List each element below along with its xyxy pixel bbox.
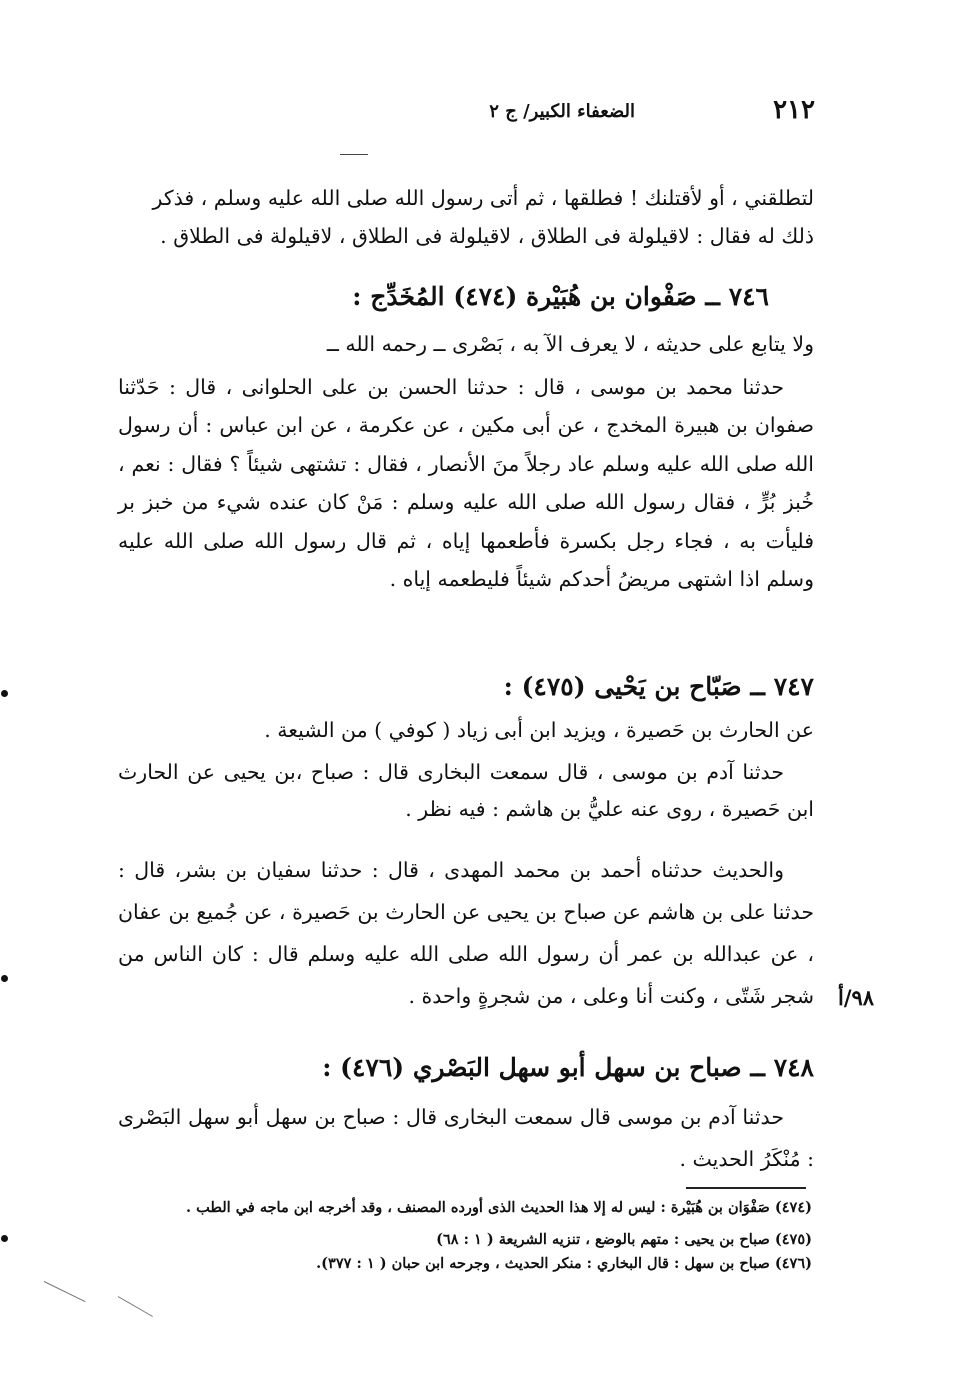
header-divider — [340, 154, 368, 155]
continuation-line: لتطلقني ، أو لأقتلنك ! فطلقها ، ثم أتى رسول الله صلى الله عليه وسلم ، فذكر — [152, 186, 814, 210]
running-title: الضعفاء الكبير/ ج ٢ — [489, 101, 635, 122]
entry-paragraph: حدثنا محمد بن موسى ، قال : حدثنا الحسن بن على الحلوانى ، قال : حَدّثنا صفوان بن هبيرة المخدج ، عن أبى مكين ، عن عكرمة ، عن ابن عباس : أن رسول الله صلى الله عليه وسلم عاد رجلاً منَ الأنصار ، فقال : تشتهى شيئاً ؟ فقال : نعم ، خُبز بُرٍّ ، فقال رسول الله صلى الله عليه وسلم : مَنْ كان عنده شيء من خبز بر فليأت به ، فجاء رجل بكسرة فأطعمها إياه ، ثم قال رسول الله صلى الله عليه وسلم اذا اشتهى مريضُ أحدكم شيئاً فليطعمه إياه . — [118, 374, 814, 591]
scan-mark — [44, 1281, 86, 1302]
margin-folio-note: ٩٨/أ — [838, 985, 875, 1010]
entry-paragraph: عن الحارث بن حَصيرة ، ويزيد ابن أبى زياد ( كوفي ) من الشيعة . — [264, 718, 814, 742]
continuation-line: ذلك له فقال : لاقيلولة فى الطلاق ، لاقيلولة فى الطلاق ، لاقيلولة فى الطلاق . — [160, 223, 814, 248]
binding-dot — [1, 975, 8, 982]
footnotes — [112, 1196, 812, 1276]
footnote-divider — [686, 1187, 806, 1189]
entry-paragraph: ولا يتابع على حديثه ، لا يعرف الآ به ، بَصْرى ــ رحمه الله ــ — [326, 332, 814, 356]
entry-paragraph: والحديث حدثناه أحمد بن محمد المهدى ، قال : حدثنا سفيان بن بشر، قال : حدثنا على بن هاشم عن صباح بن يحيى عن الحارث بن حَصيرة ، عن جُميع بن عفان ، عن عبدالله بن عمر أن رسول الله صلى الله عليه وسلم قال : كان الناس من شجر شَتّى ، وكنت أنا وعلى ، من شجرةٍ واحدة . — [118, 857, 814, 1008]
entry-747-body — [118, 712, 814, 1017]
entry-748-body — [118, 1096, 814, 1180]
page-header — [110, 95, 815, 131]
entry-747-heading: ٧٤٧ ــ صَبّاح بن يَحْيى (٤٧٥) : — [503, 672, 814, 701]
binding-dot — [1, 690, 8, 697]
entry-746-body — [118, 326, 814, 599]
binding-dot — [1, 1235, 8, 1242]
entry-746-heading: ٧٤٦ ــ صَفْوان بن هُبَيْرة (٤٧٤) المُخَدِّج : — [352, 282, 769, 311]
entry-748-heading: ٧٤٨ ــ صباح بن سهل أبو سهل البَصْري (٤٧٦) : — [322, 1053, 814, 1082]
entry-paragraph: حدثنا آدم بن موسى ، قال سمعت البخارى قال : صباح ،بن يحيى عن الحارث ابن حَصيرة ، روى عنه عليُّ بن هاشم : فيه نظر . — [118, 759, 814, 821]
footnote-475: (٤٧٥) صباح بن يحيى : متهم بالوضع ، تنزيه الشريعة ( ١ : ٦٨) — [436, 1231, 812, 1248]
page-number: ٢١٢ — [773, 95, 815, 125]
footnote-474: (٤٧٤) صَفْوَان بن هُبَيْرة : ليس له إلا هذا الحديث الذى أورده المصنف ، وقد أخرجه ابن ماجه في الطب . — [186, 1199, 812, 1216]
continuation-text — [118, 180, 814, 255]
scan-mark — [118, 1296, 153, 1317]
entry-paragraph: حدثنا آدم بن موسى قال سمعت البخارى قال : صباح بن سهل أبو سهل البَصْرى : مُنْكَرُ الحديث . — [118, 1105, 814, 1171]
footnote-476: (٤٧٦) صباح بن سهل : قال البخاري : منكر الحديث ، وجرحه ابن حبان ( ١ : ٣٧٧). — [316, 1255, 812, 1272]
